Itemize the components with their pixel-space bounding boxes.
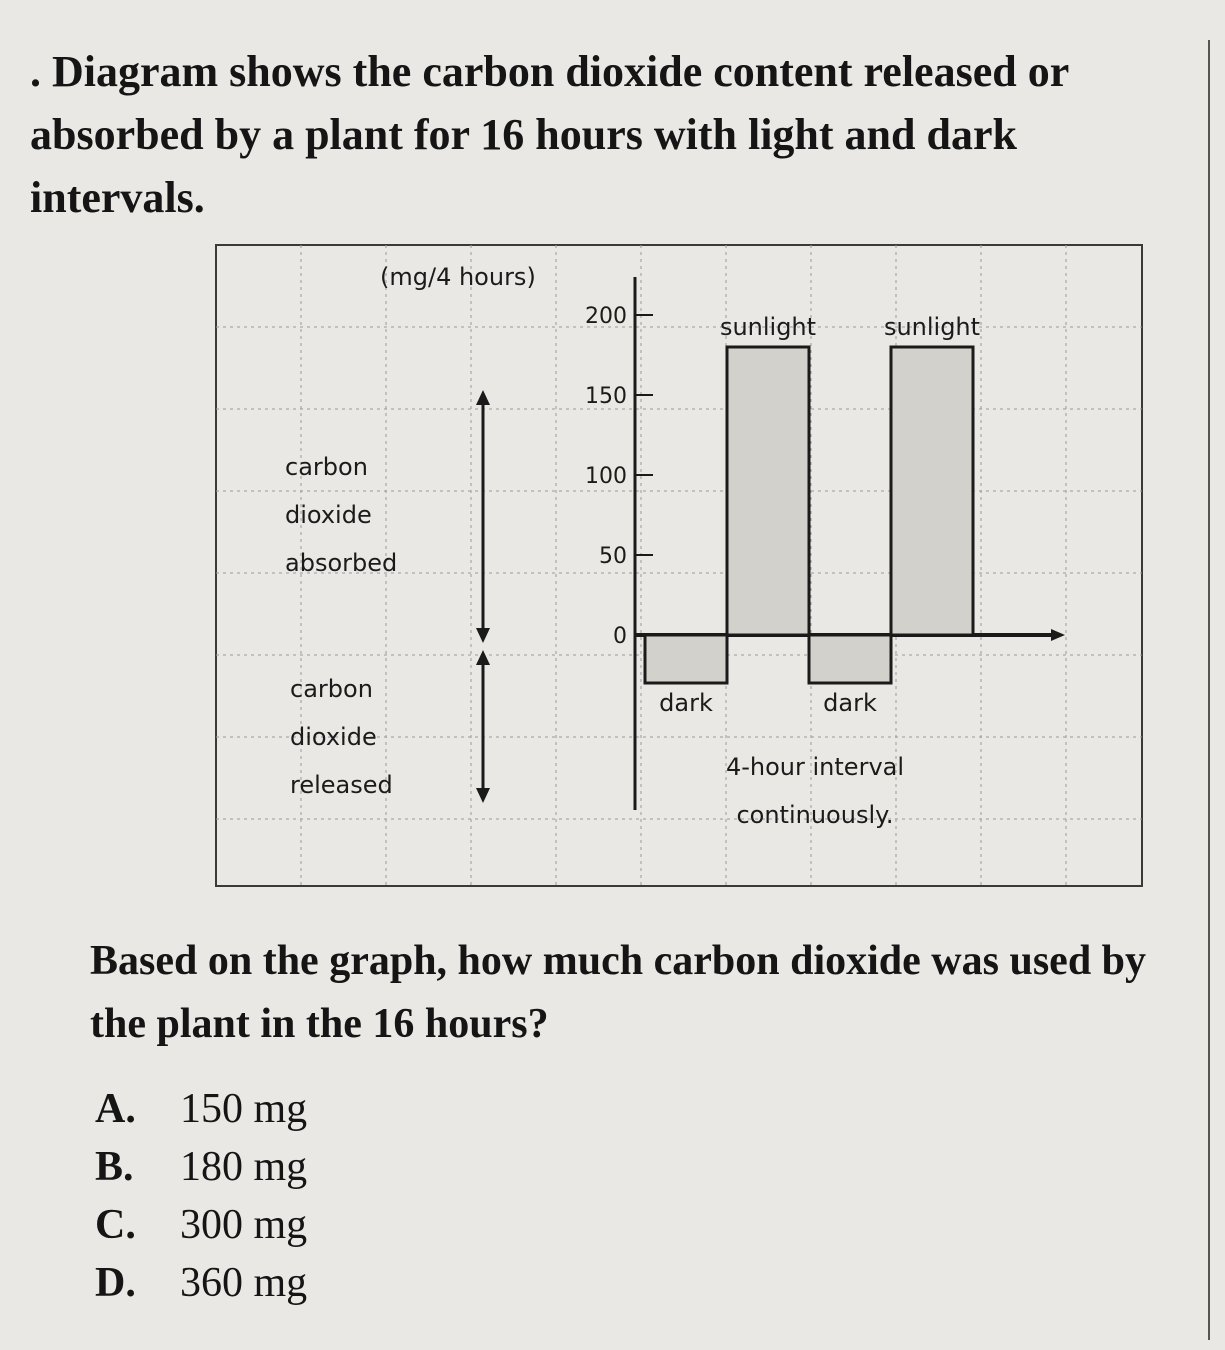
- released-arrowhead-down: [476, 788, 490, 803]
- option-b-letter: B.: [95, 1144, 134, 1190]
- released-label-line: carbon: [290, 675, 373, 703]
- y-tick-label: 150: [585, 384, 627, 409]
- x-note-line: continuously.: [736, 801, 894, 829]
- option-a[interactable]: [95, 1085, 307, 1143]
- bar-label-dark: dark: [659, 689, 713, 717]
- co2-chart-figure: [215, 235, 1145, 890]
- absorbed-arrowhead-down: [476, 628, 490, 643]
- y-tick-label: 200: [585, 304, 627, 329]
- absorbed-label-line: dioxide: [285, 501, 372, 529]
- absorbed-label-line: absorbed: [285, 549, 398, 577]
- x-note-line: 4-hour interval: [725, 753, 905, 781]
- bar-dark: [645, 635, 727, 683]
- y-tick-label: 50: [599, 544, 627, 569]
- released-label-line: released: [290, 771, 393, 799]
- absorbed-label-line: carbon: [285, 453, 368, 481]
- option-c-letter: C.: [95, 1202, 136, 1248]
- y-tick-label: 0: [613, 624, 627, 649]
- co2-chart: [215, 235, 1145, 890]
- bar-sunlight: [727, 347, 809, 635]
- option-b-text: 180 mg: [180, 1144, 308, 1190]
- bar-label-dark: dark: [823, 689, 877, 717]
- released-arrowhead-up: [476, 650, 490, 665]
- option-b[interactable]: [95, 1143, 307, 1201]
- question-text: Based on the graph, how much carbon dioxide was used by the plant in the 16 hours?: [90, 938, 1147, 1047]
- absorbed-arrowhead-up: [476, 390, 490, 405]
- bar-label-sunlight: sunlight: [883, 313, 981, 341]
- bar-sunlight: [891, 347, 973, 635]
- option-a-text: 150 mg: [180, 1086, 308, 1132]
- y-tick-label: 100: [585, 464, 627, 489]
- y-units-label: (mg/4 hours): [380, 263, 536, 291]
- intro-text: [30, 40, 1180, 229]
- option-c[interactable]: [95, 1201, 307, 1259]
- option-d-text: 360 mg: [180, 1260, 308, 1306]
- x-axis-arrowhead: [1051, 629, 1065, 641]
- intro-sentence: Diagram shows the carbon dioxide content released or absorbed by a plant for 16 hours with light and dark intervals.: [30, 47, 1069, 222]
- answer-options: [95, 1085, 307, 1317]
- option-c-text: 300 mg: [180, 1202, 308, 1248]
- option-d-letter: D.: [95, 1260, 136, 1306]
- option-a-letter: A.: [95, 1086, 136, 1132]
- bar-label-sunlight: sunlight: [719, 313, 817, 341]
- released-label-line: dioxide: [290, 723, 377, 751]
- page-edge-rule: [1208, 40, 1210, 1340]
- bar-dark: [809, 635, 891, 683]
- option-d[interactable]: [95, 1259, 307, 1317]
- question-number-prefix: .: [30, 47, 41, 96]
